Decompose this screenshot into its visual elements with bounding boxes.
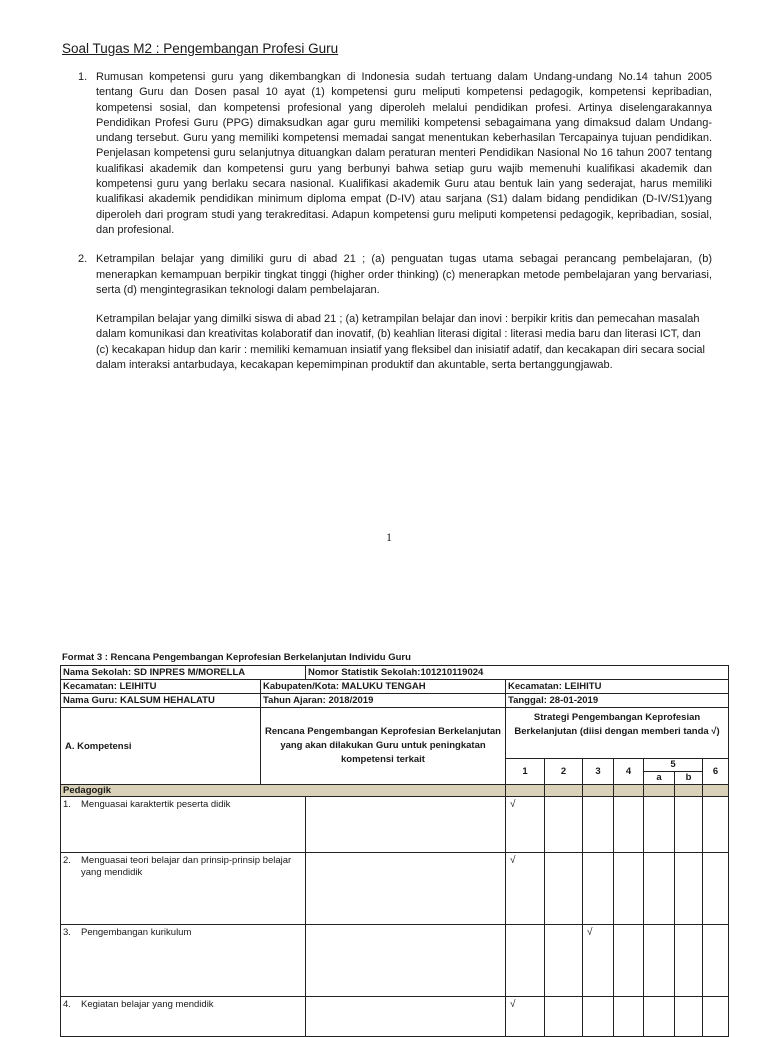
teacher-name-cell: Nama Guru: KALSUM HEHALATU	[61, 694, 261, 708]
col-2-header: 2	[545, 759, 583, 785]
plan-cell[interactable]	[306, 997, 506, 1037]
plan-cell[interactable]	[306, 925, 506, 997]
table-row	[61, 797, 729, 853]
rpkb-table	[60, 665, 729, 1037]
date-cell: Tanggal: 28-01-2019	[506, 694, 729, 708]
district-cell: Kecamatan: LEIHITU	[61, 680, 261, 694]
col-5b-header: b	[675, 772, 703, 785]
section-label: Pedagogik	[61, 785, 506, 797]
check-cell[interactable]	[614, 797, 644, 853]
check-cell[interactable]: √	[506, 797, 545, 853]
competency-label: Pengembangan kurikulum	[81, 927, 192, 938]
check-cell[interactable]	[506, 925, 545, 997]
col-5-header: 5	[644, 759, 703, 772]
check-cell[interactable]	[703, 853, 729, 925]
check-cell[interactable]	[644, 997, 675, 1037]
competency-cell	[61, 925, 306, 997]
question-list	[78, 70, 712, 373]
check-cell[interactable]	[675, 797, 703, 853]
document-title: Soal Tugas M2 : Pengembangan Profesi Guru	[62, 41, 339, 56]
question-1	[78, 70, 712, 238]
competency-cell	[61, 853, 306, 925]
check-cell[interactable]	[583, 997, 614, 1037]
school-year-cell: Tahun Ajaran: 2018/2019	[261, 694, 506, 708]
check-cell[interactable]: √	[506, 853, 545, 925]
check-cell[interactable]	[675, 925, 703, 997]
question-text: Ketrampilan belajar yang dimiliki guru di abad 21 ; (a) penguatan tugas utama sebagai perancang pembelajaran, (b) menerapkan kemampuan berpikir tingkat tinggi (higher order thinking) (c) menerapkan metode pembelajaran yang bervariasi, serta (d) mengintegrasikan teknologi dalam pembelajaran.	[96, 253, 712, 296]
check-cell[interactable]	[614, 997, 644, 1037]
district-cell-2: Kecamatan: LEIHITU	[506, 680, 729, 694]
check-cell[interactable]	[703, 997, 729, 1037]
format-title: Format 3 : Rencana Pengembangan Keprofesian Berkelanjutan Individu Guru	[62, 652, 411, 663]
row-number: 3.	[63, 927, 71, 938]
check-cell[interactable]	[703, 797, 729, 853]
check-cell[interactable]	[703, 925, 729, 997]
competency-cell	[61, 797, 306, 853]
col-4-header: 4	[614, 759, 644, 785]
check-cell[interactable]	[583, 797, 614, 853]
check-cell[interactable]: √	[583, 925, 614, 997]
check-cell[interactable]	[675, 997, 703, 1037]
table-row	[61, 666, 729, 680]
plan-cell[interactable]	[306, 797, 506, 853]
check-cell[interactable]	[644, 853, 675, 925]
row-number: 4.	[63, 999, 71, 1010]
check-cell[interactable]	[614, 925, 644, 997]
question-text-secondary: Ketrampilan belajar yang dimilki siswa di abad 21 ; (a) ketrampilan belajar dan inovi : berpikir kritis dan pemecahan masalah dalam komunikasi dan kreativitas kolaboratif dan inovatif, (b) keahlian literasi digital : literasi media baru dan literasi ICT, dan (c) kecakapan hidup dan karir : memiliki kemamuan insiatif yang fleksibel dan inisiatif adatif, dan kecakapan diri secara social dalam interaksi antarbudaya, kecakapan kepemimpinan produktif dan akuntable, serta bertanggungjawab.	[96, 313, 705, 372]
check-cell[interactable]	[545, 797, 583, 853]
question-number: 1.	[78, 71, 88, 83]
table-row	[61, 680, 729, 694]
regency-cell: Kabupaten/Kota: MALUKU TENGAH	[261, 680, 506, 694]
school-name-cell: Nama Sekolah: SD INPRES M/MORELLA	[61, 666, 306, 680]
school-number-cell: Nomor Statistik Sekolah:101210119024	[306, 666, 729, 680]
page-number: 1	[386, 530, 392, 544]
table-row	[61, 853, 729, 925]
plan-header: Rencana Pengembangan Keprofesian Berkelanjutan yang akan dilakukan Guru untuk peningkatan kompetensi terkait	[261, 708, 506, 785]
check-cell[interactable]	[675, 853, 703, 925]
competency-label: Menguasai karaktertik peserta didik	[81, 799, 231, 810]
col-6-header: 6	[703, 759, 729, 785]
check-cell[interactable]	[583, 853, 614, 925]
competency-label: Kegiatan belajar yang mendidik	[81, 999, 214, 1010]
check-cell[interactable]: √	[506, 997, 545, 1037]
col-1-header: 1	[506, 759, 545, 785]
col-3-header: 3	[583, 759, 614, 785]
plan-cell[interactable]	[306, 853, 506, 925]
check-cell[interactable]	[545, 925, 583, 997]
table-row	[61, 694, 729, 708]
check-cell[interactable]	[614, 853, 644, 925]
col-5a-header: a	[644, 772, 675, 785]
table-row	[61, 925, 729, 997]
check-cell[interactable]	[644, 797, 675, 853]
table-header-row	[61, 708, 729, 759]
row-number: 1.	[63, 799, 71, 810]
table-row	[61, 997, 729, 1037]
question-2	[78, 252, 712, 373]
competency-label: Menguasai teori belajar dan prinsip-prinsip belajar yang mendidik	[81, 855, 292, 878]
question-number: 2.	[78, 253, 88, 266]
competency-cell	[61, 997, 306, 1037]
question-text: Rumusan kompetensi guru yang dikembangkan di Indonesia sudah tertuang dalam Undang-undang No.14 tahun 2005 tentang Guru dan Dosen pasal 10 ayat (1) kompetensi guru meliputi kompetensi pedagogik, kompetensi kepribadian, kompetensi sosial, dan kompetensi profesional yang diperoleh melalui pendidikan profesi. Artinya diselengarakannya Pendidikan Profesi Guru (PPG) dimaksudkan agar guru memiliki kompetensi sebagaimana yang dimaksud dalam Undang-undang tersebut. Guru yang memiliki kompetensi memadai sangat menentukan keberhasilan Tercapainya tujuan pendidikan. Penjelasan kompetensi guru selanjutnya dituangkan dalam peraturan menteri Pendidikan Nasional No 16 tahun 2007 tentang kualifikasi akademik dan kompetensi guru yang berbunyi bahwa setiap guru wajib memenuhi kualifikasi akademik dan kompetensi guru yang berlaku secara nasional. Kualifikasi akademik Guru atau bentuk lain yang sederajat, harus memiliki kualifikasi akademik pendidikan minimum diploma empat (D-IV) atau sarjana (S1) dalam bidang pendidikan (D-IV/S1)yang diperoleh dari program studi yang terakreditasi. Adapun kompetensi guru meliputi kompetensi pedagogik, kepribadian, sosial, dan profesional.	[96, 71, 712, 236]
row-number: 2.	[63, 855, 71, 866]
check-cell[interactable]	[644, 925, 675, 997]
section-row	[61, 785, 729, 797]
competency-header: A. Kompetensi	[61, 708, 261, 785]
check-cell[interactable]	[545, 853, 583, 925]
strategy-header: Strategi Pengembangan Keprofesian Berkelanjutan (diisi dengan memberi tanda √)	[506, 708, 729, 759]
check-cell[interactable]	[545, 997, 583, 1037]
